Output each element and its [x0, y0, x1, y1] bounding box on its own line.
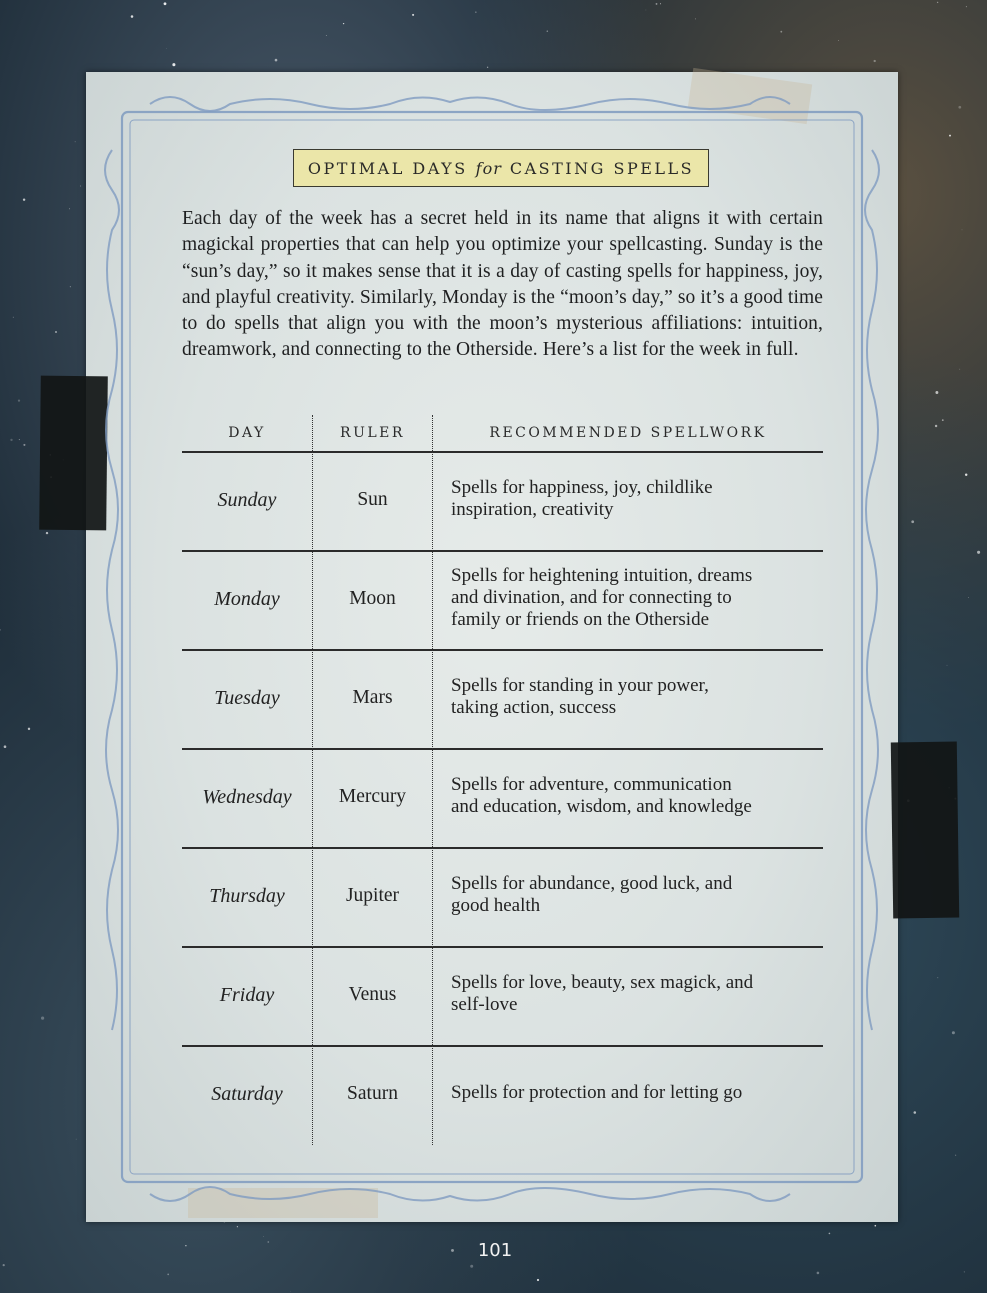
header-ruler: RULER — [340, 425, 405, 441]
spellwork-line: Spells for heightening intuition, dreams — [451, 564, 753, 586]
ruler-cell: Mercury — [338, 785, 407, 807]
spellwork-line: good health — [451, 894, 541, 916]
spellwork-line: Spells for standing in your power, — [451, 674, 709, 696]
title-part-1: OPTIMAL DAYS — [307, 158, 468, 178]
day-cell: Monday — [214, 587, 280, 610]
spellwork-line: taking action, success — [451, 696, 617, 718]
spellwork-line: Spells for happiness, joy, childlike — [451, 476, 713, 498]
spellwork-line: Spells for love, beauty, sex magick, and — [451, 971, 754, 993]
spellwork-line: Spells for adventure, communication — [451, 773, 732, 795]
row-divider — [182, 649, 823, 651]
page-number: 101 — [477, 1240, 513, 1261]
spellwork-line: Spells for abundance, good luck, and — [451, 872, 733, 894]
day-cell: Wednesday — [202, 785, 292, 808]
row-divider — [182, 946, 823, 948]
row-divider — [182, 847, 823, 849]
spellwork-line: family or friends on the Otherside — [451, 608, 710, 630]
ruler-cell: Sun — [357, 488, 388, 510]
row-divider — [182, 550, 823, 552]
day-cell: Thursday — [209, 884, 285, 907]
spellwork-line: and divination, and for connecting to — [451, 586, 732, 608]
row-divider — [182, 748, 823, 750]
header-spellwork: RECOMMENDED SPELLWORK — [489, 425, 767, 441]
ruler-cell: Mars — [352, 686, 393, 708]
day-cell: Saturday — [211, 1082, 283, 1105]
column-divider-2 — [432, 415, 433, 1145]
ruler-cell: Venus — [348, 983, 397, 1005]
ruler-cell: Saturn — [347, 1082, 398, 1104]
spellwork-line: Spells for protection and for letting go — [451, 1081, 743, 1103]
spellwork-line: inspiration, creativity — [451, 498, 614, 520]
spellwork-line: self-love — [451, 993, 518, 1015]
header-day: DAY — [228, 425, 266, 441]
column-divider-1 — [312, 415, 313, 1145]
day-cell: Friday — [219, 983, 275, 1006]
day-cell: Tuesday — [214, 686, 280, 709]
spellwork-line: and education, wisdom, and knowledge — [451, 795, 752, 817]
table-header-rule — [182, 451, 823, 453]
title-part-2: for — [475, 158, 502, 178]
row-divider — [182, 1045, 823, 1047]
page-title — [293, 149, 709, 187]
ruler-cell: Moon — [349, 587, 396, 609]
title-part-3: CASTING SPELLS — [509, 158, 695, 178]
ruler-cell: Jupiter — [345, 884, 400, 906]
day-cell: Sunday — [217, 488, 277, 511]
intro-paragraph: Each day of the week has a secret held in its name that aligns it with certain magickal properties that can help you optimize your spellcasting. Sunday is the “sun’s day,” so it makes sense that it is a day of casting spells for happiness, joy, and playful creativity. Similarly, Monday is the “moon’s day,” so it’s a good time to do spells that align you with the moon’s mysterious affiliations: intuition, dreamwork, and connecting to the Otherside. Here’s a list for the week in full. — [182, 208, 823, 361]
